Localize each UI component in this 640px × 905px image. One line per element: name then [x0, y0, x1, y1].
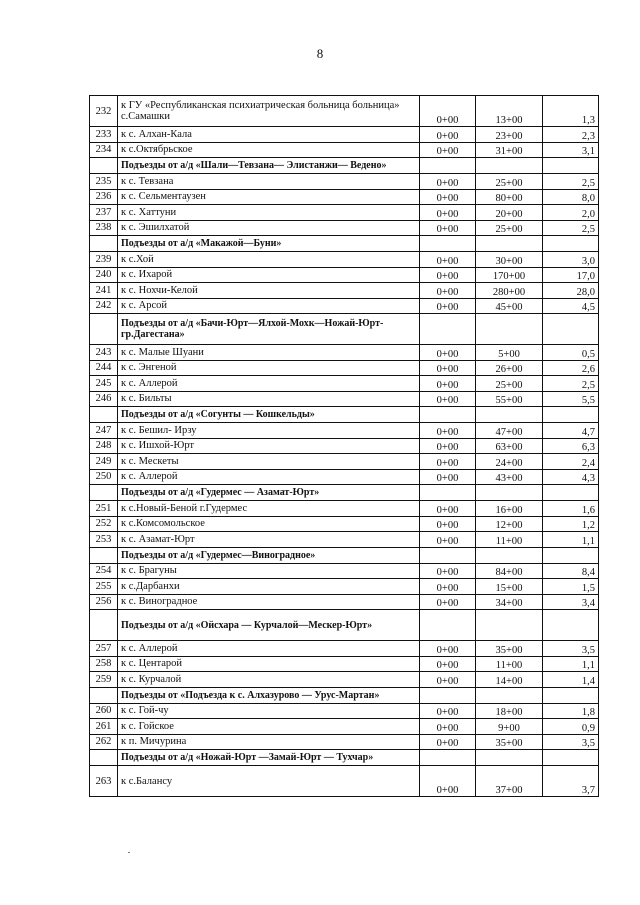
km-end: 23+00 [476, 127, 543, 143]
table-row [90, 656, 599, 672]
section-empty-cell [420, 407, 476, 423]
road-length: 17,0 [543, 267, 599, 283]
road-length: 28,0 [543, 283, 599, 299]
km-end: 15+00 [476, 579, 543, 595]
road-length: 1,1 [543, 656, 599, 672]
km-start: 0+00 [420, 174, 476, 190]
table-row [90, 376, 599, 392]
road-name: к с. Гой-чу [118, 703, 420, 719]
table-row [90, 719, 599, 735]
road-name: к с.Новый-Беной г.Гудермес [118, 501, 420, 517]
road-length: 1,4 [543, 672, 599, 688]
km-start: 0+00 [420, 423, 476, 439]
section-empty-cell [420, 610, 476, 641]
km-start: 0+00 [420, 252, 476, 268]
section-empty-cell [420, 687, 476, 703]
km-end: 35+00 [476, 641, 543, 657]
row-number: 262 [90, 734, 118, 750]
row-number: 263 [90, 766, 118, 797]
table-row [90, 267, 599, 283]
km-end: 13+00 [476, 96, 543, 127]
table-row [90, 189, 599, 205]
section-empty-cell [476, 750, 543, 766]
page-number: 8 [316, 46, 324, 61]
km-start: 0+00 [420, 267, 476, 283]
row-number: 248 [90, 438, 118, 454]
row-number: 258 [90, 656, 118, 672]
road-name: к с. Хаттуни [118, 205, 420, 221]
section-num-cell [90, 158, 118, 174]
road-name: к с. Гойское [118, 719, 420, 735]
section-num-cell [90, 610, 118, 641]
road-length: 8,4 [543, 563, 599, 579]
section-title: Подъезды от «Подъезда к с. Алхазурово — Урус-Мартан» [118, 687, 420, 703]
row-number: 233 [90, 127, 118, 143]
table-row [90, 423, 599, 439]
road-name: к с. Мескеты [118, 454, 420, 470]
table-row [90, 501, 599, 517]
row-number: 255 [90, 579, 118, 595]
road-length: 1,2 [543, 516, 599, 532]
row-number: 253 [90, 532, 118, 548]
section-empty-cell [476, 485, 543, 501]
km-end: 12+00 [476, 516, 543, 532]
table-row [90, 703, 599, 719]
row-number: 249 [90, 454, 118, 470]
table-row [90, 641, 599, 657]
section-header-row [90, 610, 599, 641]
table-row [90, 205, 599, 221]
km-start: 0+00 [420, 96, 476, 127]
row-number: 242 [90, 298, 118, 314]
km-end: 25+00 [476, 376, 543, 392]
km-end: 25+00 [476, 174, 543, 190]
section-empty-cell [543, 314, 599, 345]
km-end: 63+00 [476, 438, 543, 454]
road-length: 1,6 [543, 501, 599, 517]
road-name: к с. Тевзана [118, 174, 420, 190]
km-start: 0+00 [420, 719, 476, 735]
road-length: 0,5 [543, 345, 599, 361]
row-number: 245 [90, 376, 118, 392]
road-name: к с. Аллерой [118, 469, 420, 485]
table-row [90, 563, 599, 579]
km-end: 24+00 [476, 454, 543, 470]
table-row [90, 672, 599, 688]
km-start: 0+00 [420, 345, 476, 361]
road-name: к с.Балансу [118, 766, 420, 797]
road-name: к с.Октябрьское [118, 142, 420, 158]
section-empty-cell [476, 610, 543, 641]
section-empty-cell [476, 547, 543, 563]
row-number: 241 [90, 283, 118, 299]
km-end: 18+00 [476, 703, 543, 719]
section-header-row [90, 236, 599, 252]
section-empty-cell [420, 750, 476, 766]
km-start: 0+00 [420, 672, 476, 688]
km-end: 5+00 [476, 345, 543, 361]
road-name: к с. Брагуны [118, 563, 420, 579]
road-length: 4,7 [543, 423, 599, 439]
section-empty-cell [543, 750, 599, 766]
section-empty-cell [420, 485, 476, 501]
road-name: к с. Азамат-Юрт [118, 532, 420, 548]
km-start: 0+00 [420, 127, 476, 143]
table-row [90, 734, 599, 750]
road-name: к с. Бильты [118, 391, 420, 407]
table-row [90, 252, 599, 268]
table-row [90, 283, 599, 299]
section-num-cell [90, 750, 118, 766]
km-end: 170+00 [476, 267, 543, 283]
row-number: 259 [90, 672, 118, 688]
row-number: 237 [90, 205, 118, 221]
km-end: 34+00 [476, 594, 543, 610]
table-row [90, 360, 599, 376]
table-row [90, 96, 599, 127]
section-header-row [90, 407, 599, 423]
row-number: 244 [90, 360, 118, 376]
km-end: 11+00 [476, 532, 543, 548]
road-length: 2,3 [543, 127, 599, 143]
road-name: к с. Бешил- Ирзу [118, 423, 420, 439]
section-title: Подъезды от а/д «Гудермес — Азамат-Юрт» [118, 485, 420, 501]
km-start: 0+00 [420, 641, 476, 657]
km-end: 30+00 [476, 252, 543, 268]
km-start: 0+00 [420, 376, 476, 392]
road-name: к с. Аллерой [118, 376, 420, 392]
row-number: 232 [90, 96, 118, 127]
km-start: 0+00 [420, 283, 476, 299]
km-start: 0+00 [420, 579, 476, 595]
km-start: 0+00 [420, 220, 476, 236]
road-length: 1,3 [543, 96, 599, 127]
km-start: 0+00 [420, 205, 476, 221]
km-start: 0+00 [420, 454, 476, 470]
table-row [90, 174, 599, 190]
row-number: 250 [90, 469, 118, 485]
table-row [90, 532, 599, 548]
km-start: 0+00 [420, 501, 476, 517]
km-end: 35+00 [476, 734, 543, 750]
row-number: 235 [90, 174, 118, 190]
road-name: к с.Комсомольское [118, 516, 420, 532]
section-header-row [90, 547, 599, 563]
road-name: к с.Хой [118, 252, 420, 268]
table-row [90, 579, 599, 595]
road-length: 8,0 [543, 189, 599, 205]
section-empty-cell [476, 407, 543, 423]
row-number: 256 [90, 594, 118, 610]
km-end: 25+00 [476, 220, 543, 236]
row-number: 260 [90, 703, 118, 719]
table-row [90, 594, 599, 610]
road-length: 4,3 [543, 469, 599, 485]
section-empty-cell [420, 314, 476, 345]
section-empty-cell [543, 610, 599, 641]
section-title: Подъезды от а/д «Макажой—Буни» [118, 236, 420, 252]
table-row [90, 469, 599, 485]
road-length: 1,5 [543, 579, 599, 595]
road-name: к с. Алхан-Кала [118, 127, 420, 143]
table-row [90, 220, 599, 236]
section-empty-cell [420, 236, 476, 252]
km-end: 280+00 [476, 283, 543, 299]
section-title: Подъезды от а/д «Ойсхара — Курчалой—Мескер-Юрт» [118, 610, 420, 641]
km-start: 0+00 [420, 563, 476, 579]
km-start: 0+00 [420, 766, 476, 797]
section-header-row [90, 485, 599, 501]
row-number: 240 [90, 267, 118, 283]
road-name: к ГУ «Республиканская психиатрическая больница больница» с.Самашки [118, 96, 420, 127]
table-row [90, 127, 599, 143]
section-empty-cell [543, 407, 599, 423]
km-start: 0+00 [420, 189, 476, 205]
section-num-cell [90, 547, 118, 563]
section-num-cell [90, 236, 118, 252]
section-empty-cell [476, 687, 543, 703]
km-start: 0+00 [420, 438, 476, 454]
road-name: к с. Центарой [118, 656, 420, 672]
road-length: 2,5 [543, 174, 599, 190]
section-title: Подъезды от а/д «Ножай-Юрт —Замай-Юрт — Тухчар» [118, 750, 420, 766]
km-start: 0+00 [420, 703, 476, 719]
road-length: 2,4 [543, 454, 599, 470]
section-header-row [90, 314, 599, 345]
section-empty-cell [543, 547, 599, 563]
road-name: к с. Нохчи-Келой [118, 283, 420, 299]
km-end: 31+00 [476, 142, 543, 158]
section-title: Подъезды от а/д «Гудермес—Виноградное» [118, 547, 420, 563]
section-header-row [90, 687, 599, 703]
km-start: 0+00 [420, 298, 476, 314]
road-length: 3,5 [543, 641, 599, 657]
km-start: 0+00 [420, 360, 476, 376]
km-start: 0+00 [420, 734, 476, 750]
road-name: к с. Малые Шуани [118, 345, 420, 361]
road-name: к с.Дарбанхи [118, 579, 420, 595]
km-start: 0+00 [420, 656, 476, 672]
table-row [90, 454, 599, 470]
km-end: 80+00 [476, 189, 543, 205]
section-empty-cell [476, 314, 543, 345]
km-end: 14+00 [476, 672, 543, 688]
section-empty-cell [476, 158, 543, 174]
road-name: к с. Эшилхатой [118, 220, 420, 236]
road-length: 1,1 [543, 532, 599, 548]
km-end: 37+00 [476, 766, 543, 797]
section-num-cell [90, 407, 118, 423]
road-length: 2,5 [543, 376, 599, 392]
section-title: Подъезды от а/д «Согунты — Кошкельды» [118, 407, 420, 423]
road-name: к п. Мичурина [118, 734, 420, 750]
road-name: к с. Сельментаузен [118, 189, 420, 205]
km-start: 0+00 [420, 469, 476, 485]
road-length: 1,8 [543, 703, 599, 719]
row-number: 236 [90, 189, 118, 205]
row-number: 251 [90, 501, 118, 517]
row-number: 234 [90, 142, 118, 158]
km-end: 43+00 [476, 469, 543, 485]
km-end: 16+00 [476, 501, 543, 517]
road-length: 2,5 [543, 220, 599, 236]
row-number: 246 [90, 391, 118, 407]
section-header-row [90, 750, 599, 766]
km-end: 11+00 [476, 656, 543, 672]
km-end: 26+00 [476, 360, 543, 376]
row-number: 239 [90, 252, 118, 268]
table-row [90, 766, 599, 797]
section-empty-cell [543, 236, 599, 252]
section-header-row [90, 158, 599, 174]
road-name: к с. Ишхой-Юрт [118, 438, 420, 454]
row-number: 257 [90, 641, 118, 657]
road-length: 3,5 [543, 734, 599, 750]
road-length: 3,7 [543, 766, 599, 797]
km-end: 47+00 [476, 423, 543, 439]
table-row [90, 391, 599, 407]
road-name: к с. Виноградное [118, 594, 420, 610]
km-end: 84+00 [476, 563, 543, 579]
row-number: 254 [90, 563, 118, 579]
row-number: 247 [90, 423, 118, 439]
road-length: 2,0 [543, 205, 599, 221]
road-name: к с. Энгеной [118, 360, 420, 376]
road-length: 4,5 [543, 298, 599, 314]
road-length: 3,4 [543, 594, 599, 610]
km-start: 0+00 [420, 532, 476, 548]
road-length: 3,1 [543, 142, 599, 158]
km-end: 9+00 [476, 719, 543, 735]
road-length: 0,9 [543, 719, 599, 735]
section-num-cell [90, 485, 118, 501]
road-length: 6,3 [543, 438, 599, 454]
road-name: к с. Арсой [118, 298, 420, 314]
table-row [90, 298, 599, 314]
section-empty-cell [476, 236, 543, 252]
section-title: Подъезды от а/д «Шали—Тевзана— Элистанжи— Ведено» [118, 158, 420, 174]
road-name: к с. Аллерой [118, 641, 420, 657]
km-start: 0+00 [420, 391, 476, 407]
section-num-cell [90, 687, 118, 703]
km-start: 0+00 [420, 516, 476, 532]
section-empty-cell [420, 547, 476, 563]
road-length: 3,0 [543, 252, 599, 268]
scan-speck [128, 852, 130, 853]
section-empty-cell [543, 158, 599, 174]
road-name: к с. Курчалой [118, 672, 420, 688]
section-title: Подъезды от а/д «Бачи-Юрт—Ялхой-Мохк—Ножай-Юрт-гр.Дагестана» [118, 314, 420, 345]
table-row [90, 142, 599, 158]
table-row [90, 345, 599, 361]
section-empty-cell [543, 687, 599, 703]
row-number: 238 [90, 220, 118, 236]
roads-table [89, 95, 599, 797]
row-number: 261 [90, 719, 118, 735]
km-end: 20+00 [476, 205, 543, 221]
section-num-cell [90, 314, 118, 345]
km-end: 45+00 [476, 298, 543, 314]
row-number: 252 [90, 516, 118, 532]
road-length: 2,6 [543, 360, 599, 376]
row-number: 243 [90, 345, 118, 361]
km-start: 0+00 [420, 142, 476, 158]
km-end: 55+00 [476, 391, 543, 407]
km-start: 0+00 [420, 594, 476, 610]
table-row [90, 438, 599, 454]
road-name: к с. Ихарой [118, 267, 420, 283]
table-row [90, 516, 599, 532]
road-length: 5,5 [543, 391, 599, 407]
section-empty-cell [420, 158, 476, 174]
roads-table-body [90, 96, 599, 797]
section-empty-cell [543, 485, 599, 501]
